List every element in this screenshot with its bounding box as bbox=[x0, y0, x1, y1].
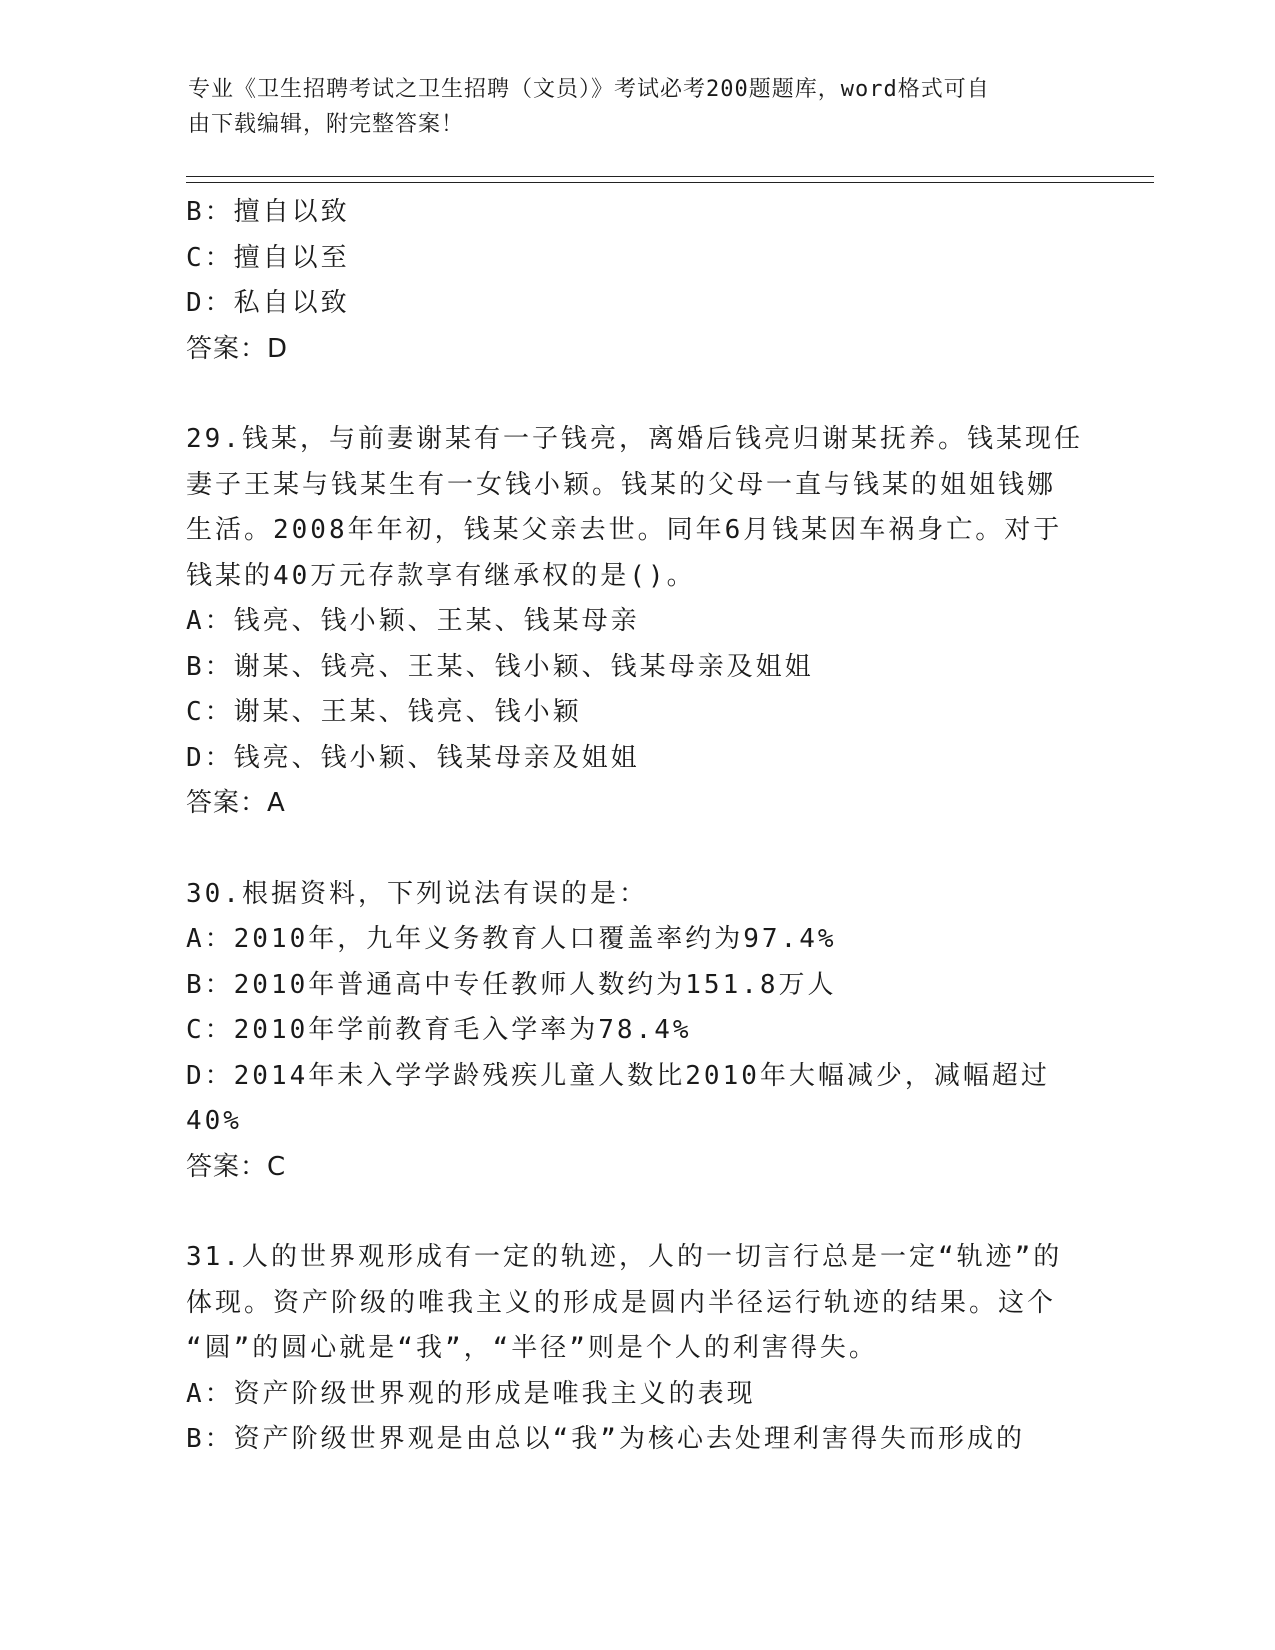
question-30-block bbox=[186, 872, 1106, 1191]
question-29-option-a: A：钱亮、钱小颖、王某、钱某母亲 bbox=[186, 606, 640, 636]
question-28-option-b: B：擅自以致 bbox=[186, 197, 350, 227]
header-rule-top bbox=[186, 176, 1154, 177]
question-29-stem-line-4: 钱某的40万元存款享有继承权的是()。 bbox=[186, 560, 696, 591]
page-header bbox=[188, 72, 1068, 142]
question-30-option-b: B：2010年普通高中专任教师人数约为151.8万人 bbox=[186, 969, 837, 1000]
question-29-stem-line-1: 29.钱某，与前妻谢某有一子钱亮，离婚后钱亮归谢某抚养。钱某现任 bbox=[186, 424, 1083, 454]
question-28-option-c: C：擅自以至 bbox=[186, 242, 350, 273]
question-30-option-d-continued: 40% bbox=[186, 1106, 242, 1136]
question-28-answer: 答案：D bbox=[186, 333, 289, 364]
question-31-stem-line-1: 31.人的世界观形成有一定的轨迹，人的一切言行总是一定“轨迹”的 bbox=[186, 1242, 1063, 1272]
header-rule-bottom bbox=[186, 182, 1154, 183]
header-line-2: 由下载编辑，附完整答案！ bbox=[188, 112, 465, 137]
question-29-block bbox=[186, 417, 1106, 827]
question-28-option-d: D：私自以致 bbox=[186, 288, 350, 318]
spacer bbox=[186, 1190, 1106, 1235]
question-31-option-a: A：资产阶级世界观的形成是唯我主义的表现 bbox=[186, 1378, 756, 1409]
question-29-answer: 答案：A bbox=[186, 788, 286, 818]
question-29-option-c: C：谢某、王某、钱亮、钱小颖 bbox=[186, 697, 582, 727]
question-29-stem-line-3: 生活。2008年年初，钱某父亲去世。同年6月钱某因车祸身亡。对于 bbox=[186, 515, 1063, 545]
spacer bbox=[186, 827, 1106, 872]
question-31-block bbox=[186, 1235, 1106, 1463]
question-31-option-b: B：资产阶级世界观是由总以“我”为核心去处理利害得失而形成的 bbox=[186, 1424, 1025, 1454]
question-31-stem-line-2: 体现。资产阶级的唯我主义的形成是圆内半径运行轨迹的结果。这个 bbox=[186, 1287, 1057, 1318]
question-30-option-d: D：2014年未入学学龄残疾儿童人数比2010年大幅减少，减幅超过 bbox=[186, 1060, 1050, 1091]
question-30-option-a: A：2010年，九年义务教育人口覆盖率约为97.4% bbox=[186, 924, 837, 954]
question-30-option-c: C：2010年学前教育毛入学率为78.4% bbox=[186, 1015, 692, 1045]
question-29-option-d: D：钱亮、钱小颖、钱某母亲及姐姐 bbox=[186, 742, 640, 773]
question-content bbox=[186, 190, 1106, 1463]
question-30-stem-line-1: 30.根据资料，下列说法有误的是： bbox=[186, 878, 648, 909]
spacer bbox=[186, 372, 1106, 417]
question-31-stem-line-3: “圆”的圆心就是“我”，“半径”则是个人的利害得失。 bbox=[186, 1333, 878, 1363]
question-30-answer: 答案：C bbox=[186, 1151, 287, 1182]
question-28-block bbox=[186, 190, 1106, 372]
header-line-1: 专业《卫生招聘考试之卫生招聘（文员）》考试必考200题题库，word格式可自 bbox=[188, 77, 990, 102]
question-29-option-b: B：谢某、钱亮、王某、钱小颖、钱某母亲及姐姐 bbox=[186, 651, 814, 682]
question-29-stem-line-2: 妻子王某与钱某生有一女钱小颖。钱某的父母一直与钱某的姐姐钱娜 bbox=[186, 469, 1057, 500]
